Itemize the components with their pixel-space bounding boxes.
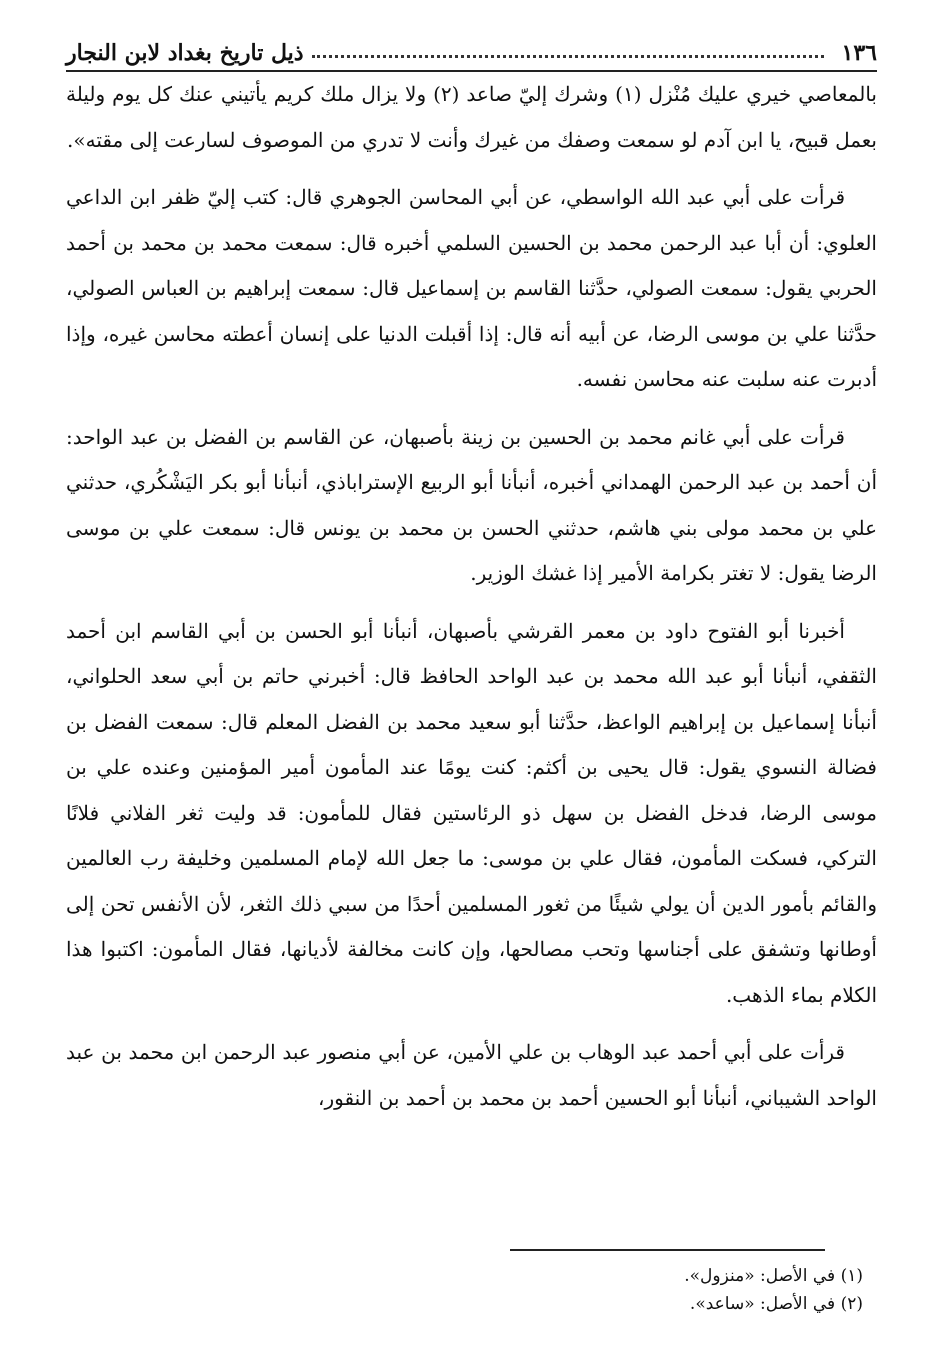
- paragraph: أخبرنا أبو الفتوح داود بن معمر القرشي بأصبهان، أنبأنا أبو الحسن بن أبي القاسم ابن أحمد الثقفي، أنبأنا أبو عبد الله محمد بن عبد الواحد الحافظ قال: أخبرني حاتم بن أبي سعد الحلواني، أنبأنا إسماعيل بن إبراهيم الواعظ، حدَّثنا أبو سعيد محمد بن الفضل المعلم قال: سمعت الفضل بن فضالة النسوي يقول: قال يحيى بن أكثم: كنت يومًا عند المأمون أمير المؤمنين وعنده علي بن موسى الرضا، فدخل الفضل بن سهل ذو الرئاستين فقال للمأمون: قد وليت ثغر الفلاني فلانًا التركي، فسكت المأمون، فقال علي بن موسى: ما جعل الله لإمام المسلمين وخليفة رب العالمين والقائم بأمور الدين أن يولي شيئًا من ثغور المسلمين أحدًا من سبي ذلك الثغر، لأن الأنفس تحن إلى أوطانها وتشفق على أجناسها وتحب مصالحها، وإن كانت مخالفة لأديانها، فقال المأمون: اكتبوا هذا الكلام بماء الذهب.: [66, 618, 877, 1007]
- footnote: (٢) في الأصل: «ساعد».: [689, 1294, 863, 1314]
- paragraph: قرأت على أبي عبد الله الواسطي، عن أبي المحاسن الجوهري قال: كتب إليّ ظفر ابن الداعي العلوي: أن أبا عبد الرحمن محمد بن الحسين السلمي أخبره قال: سمعت محمد بن محمد بن أحمد الحربي يقول: سمعت الصولي، حدَّثنا القاسم بن إسماعيل قال: سمعت إبراهيم بن العباس الصولي، حدَّثنا علي بن موسى الرضا، عن أبيه أنه قال: إذا أقبلت الدنيا على إنسان أعطته محاسن غيره، وإذا أدبرت عنه سلبت عنه محاسن نفسه.: [66, 185, 877, 391]
- header-dot-leader: [312, 55, 824, 58]
- paragraph: قرأت على أبي أحمد عبد الوهاب بن علي الأمين، عن أبي منصور عبد الرحمن ابن محمد بن عبد الواحد الشيباني، أنبأنا أبو الحسين أحمد بن محمد بن أحمد بن النقور،: [66, 1040, 877, 1110]
- footnote: (١) في الأصل: «منزول».: [684, 1266, 863, 1286]
- paragraph: قرأت على أبي غانم محمد بن الحسين بن زينة بأصبهان، عن القاسم بن الفضل بن عبد الواحد: أن أحمد بن عبد الرحمن الهمداني أخبره، أنبأنا أبو الربيع الإستراباذي، أنبأنا أبو بكر اليَشْكُري، حدثني علي بن محمد مولى بني هاشم، حدثني الحسن بن محمد بن يونس قال: سمعت علي بن موسى الرضا يقول: لا تغتر بكرامة الأمير إذا غشك الوزير.: [66, 424, 877, 585]
- paragraph: بالمعاصي خيري عليك مُنْزل (١) وشرك إليّ صاعد (٢) ولا يزال ملك كريم يأتيني عنك كل يوم وليلة بعمل قبيح، يا ابن آدم لو سمعت وصفك من غيرك وأنت لا تدري من الموصوف لسارعت إلى مقته».: [66, 82, 877, 152]
- running-header: [66, 26, 877, 72]
- footnote-separator: [510, 1249, 825, 1251]
- page-body: [66, 72, 877, 1133]
- footnotes: [684, 1262, 863, 1318]
- running-title: ذيل تاريخ بغداد لابن النجار: [66, 40, 304, 66]
- page-number: ١٣٦: [841, 40, 877, 66]
